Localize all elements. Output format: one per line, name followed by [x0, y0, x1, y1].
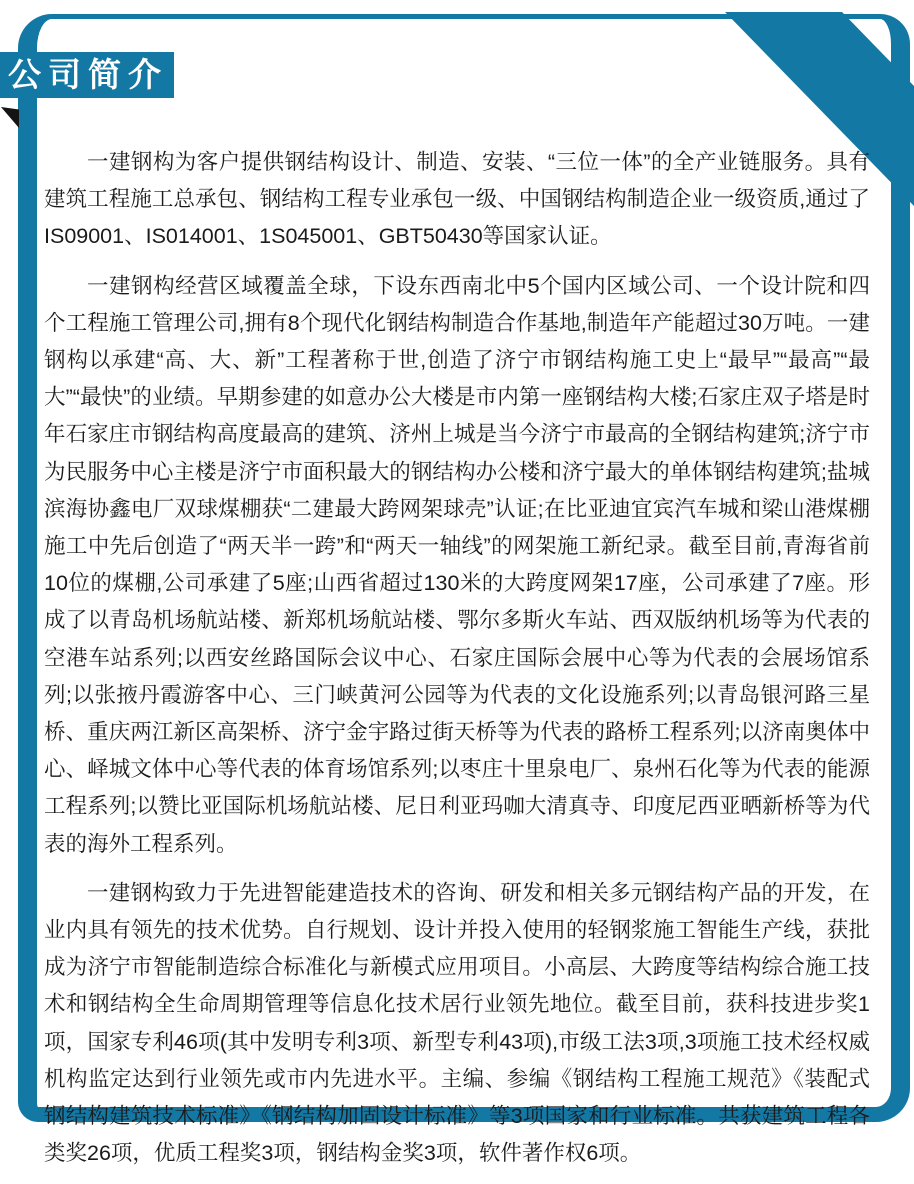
page-title: 公司简介 [0, 52, 174, 98]
corner-triangle-icon [1, 107, 19, 128]
paragraph-achievements: 一建钢构经营区域覆盖全球，下设东西南北中5个国内区域公司、一个设计院和四个工程施工管理公司,拥有8个现代化钢结构制造合作基地,制造年产能超过30万吨。一建钢构以承建“高、大、新”工程著称于世,创造了济宁市钢结构施工史上“最早”“最高”“最大”“最快”的业绩。早期参建的如意办公大楼是市内第一座钢结构大楼;石家庄双子塔是时年石家庄市钢结构高度最高的建筑、济州上城是当今济宁市最高的全钢结构建筑;济宁市为民服务中心主楼是济宁市面积最大的钢结构办公楼和济宁最大的单体钢结构建筑;盐城滨海协鑫电厂双球煤棚获“二建最大跨网架球壳”认证;在比亚迪宜宾汽车城和梁山港煤棚施工中先后创造了“两天半一跨”和“两天一轴线”的网架施工新纪录。截至目前,青海省前10位的煤棚,公司承建了5座;山西省超过130米的大跨度网架17座，公司承建了7座。形成了以青岛机场航站楼、新郑机场航站楼、鄂尔多斯火车站、西双版纳机场等为代表的空港车站系列;以西安丝路国际会议中心、石家庄国际会展中心等为代表的会展场馆系列;以张掖丹霞游客中心、三门峡黄河公园等为代表的文化设施系列;以青岛银河路三星桥、重庆两江新区高架桥、济宁金宇路过街天桥等为代表的路桥工程系列;以济南奥体中心、峄城文体中心等代表的体育场馆系列;以枣庄十里泉电厂、泉州石化等为代表的能源工程系列;以赞比亚国际机场航站楼、尼日利亚玛咖大清真寺、印度尼西亚晒新桥等为代表的海外工程系列。 [44, 273, 870, 856]
profile-body [44, 144, 870, 1184]
paragraph-technology: 一建钢构致力于先进智能建造技术的咨询、研发和相关多元钢结构产品的开发，在业内具有领先的技术优势。自行规划、设计并投入使用的轻钢浆施工智能生产线，获批成为济宁市智能制造综合标准化与新模式应用项目。小高层、大跨度等结构综合施工技术和钢结构全生命周期管理等信息化技术居行业领先地位。截至目前，获科技进步奖1项，国家专利46项(其中发明专利3项、新型专利43项),市级工法3项,3项施工技术经权威机构监定达到行业领先或市内先进水平。主编、参编《钢结构工程施工规范》《装配式钢结构建筑技术标准》《钢结构加固设计标准》等3项国家和行业标准。共获建筑工程各类奖26项，优质工程奖3项，钢结构金奖3项，软件著作权6项。 [44, 880, 870, 1166]
paragraph-overview: 一建钢构为客户提供钢结构设计、制造、安装、“三位一体”的全产业链服务。具有建筑工程施工总承包、钢结构工程专业承包一级、中国钢结构制造企业一级资质,通过了IS09001、IS014001、1S045001、GBT50430等国家认证。 [44, 150, 870, 249]
